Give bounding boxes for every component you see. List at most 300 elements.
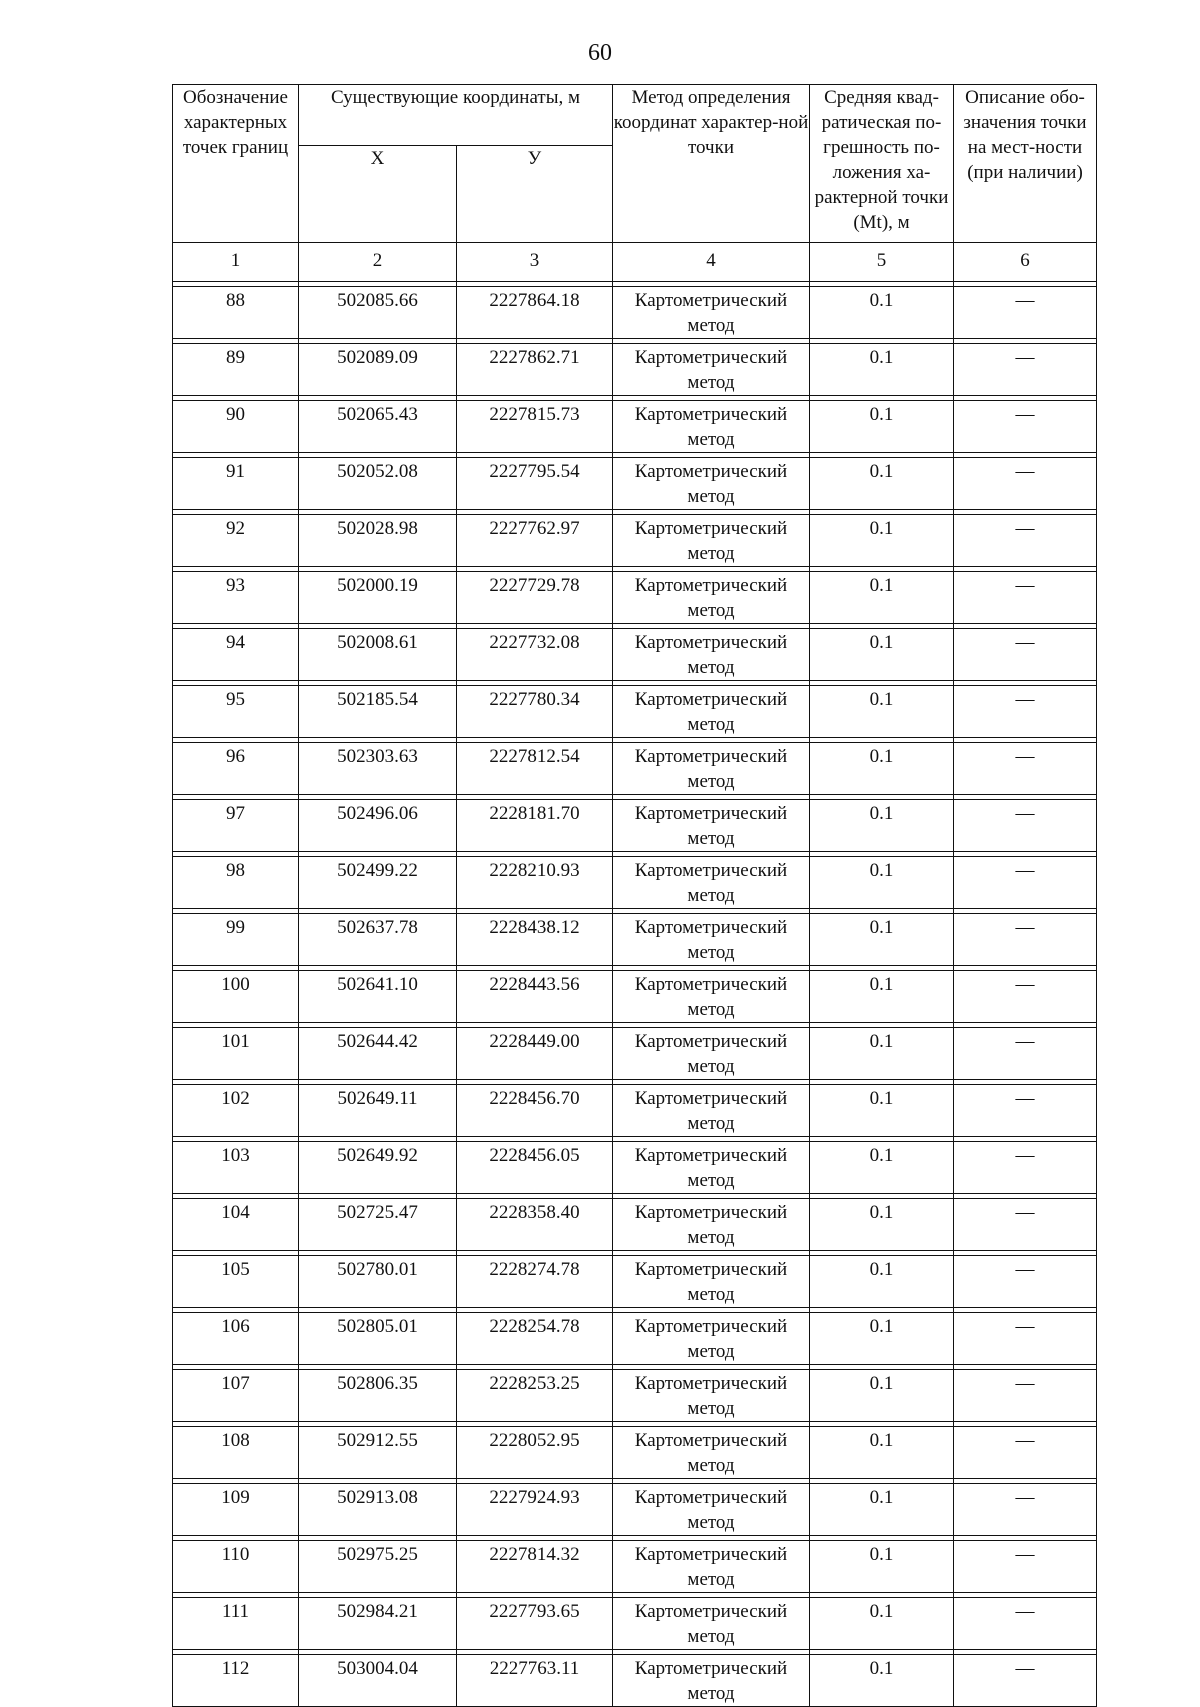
method-cell bbox=[613, 629, 810, 681]
coord-x: 502912.55 bbox=[337, 1430, 418, 1451]
method-cell bbox=[613, 1427, 810, 1479]
coord-y-cell bbox=[457, 1655, 613, 1707]
coord-y-cell bbox=[457, 1541, 613, 1593]
table-body bbox=[173, 243, 1097, 1707]
method-cell bbox=[613, 515, 810, 567]
mean-square-error: 0.1 bbox=[869, 575, 894, 596]
method: Картометрический метод bbox=[634, 860, 788, 906]
description: — bbox=[1015, 1601, 1035, 1622]
mean-square-error: 0.1 bbox=[869, 1373, 894, 1394]
mean-square-error-cell bbox=[810, 1484, 954, 1536]
coord-y: 2228210.93 bbox=[489, 860, 580, 881]
method-cell bbox=[613, 401, 810, 453]
column-number: 4 bbox=[613, 243, 810, 282]
description-cell bbox=[954, 914, 1097, 966]
coord-x-cell bbox=[299, 743, 457, 795]
column-number: 3 bbox=[457, 243, 613, 282]
description-cell bbox=[954, 1370, 1097, 1422]
column-number: 6 bbox=[954, 243, 1097, 282]
header-point-designation: Обозначение характерных точек границ bbox=[173, 85, 299, 243]
coord-x: 502806.35 bbox=[337, 1373, 418, 1394]
method: Картометрический метод bbox=[634, 632, 788, 678]
coord-x: 502085.66 bbox=[337, 290, 418, 311]
coord-y: 2228052.95 bbox=[489, 1430, 580, 1451]
method: Картометрический метод bbox=[634, 1544, 788, 1590]
coord-y-cell bbox=[457, 1199, 613, 1251]
coord-y-cell bbox=[457, 401, 613, 453]
coord-x: 502913.08 bbox=[337, 1487, 418, 1508]
description-cell bbox=[954, 344, 1097, 396]
method: Картометрический метод bbox=[634, 1430, 788, 1476]
method-cell bbox=[613, 572, 810, 624]
table-row bbox=[173, 971, 1097, 1023]
method: Картометрический метод bbox=[634, 518, 788, 564]
method: Картометрический метод bbox=[634, 404, 788, 450]
page-number: 60 bbox=[588, 40, 612, 66]
method: Картометрический метод bbox=[634, 347, 788, 393]
coord-y: 2228438.12 bbox=[489, 917, 580, 938]
point-designation: 95 bbox=[226, 689, 245, 710]
method-cell bbox=[613, 914, 810, 966]
coord-x: 502805.01 bbox=[337, 1316, 418, 1337]
description: — bbox=[1015, 347, 1035, 368]
description-cell bbox=[954, 1199, 1097, 1251]
point-designation-cell bbox=[173, 1313, 299, 1365]
point-designation-cell bbox=[173, 1427, 299, 1479]
point-designation-cell bbox=[173, 344, 299, 396]
description: — bbox=[1015, 518, 1035, 539]
coord-y-cell bbox=[457, 914, 613, 966]
point-designation: 89 bbox=[226, 347, 245, 368]
point-designation: 112 bbox=[221, 1658, 250, 1679]
table-row bbox=[173, 515, 1097, 567]
table-row bbox=[173, 1541, 1097, 1593]
coord-y: 2227793.65 bbox=[489, 1601, 580, 1622]
mean-square-error-cell bbox=[810, 914, 954, 966]
table-row bbox=[173, 914, 1097, 966]
description: — bbox=[1015, 1145, 1035, 1166]
coord-y: 2228456.70 bbox=[489, 1088, 580, 1109]
method: Картометрический метод bbox=[634, 803, 788, 849]
coord-y: 2228449.00 bbox=[489, 1031, 580, 1052]
mean-square-error-cell bbox=[810, 515, 954, 567]
method: Картометрический метод bbox=[634, 974, 788, 1020]
mean-square-error: 0.1 bbox=[869, 860, 894, 881]
coord-y: 2227762.97 bbox=[489, 518, 580, 539]
mean-square-error: 0.1 bbox=[869, 1031, 894, 1052]
coord-x-cell bbox=[299, 1256, 457, 1308]
coord-x: 502649.11 bbox=[337, 1088, 418, 1109]
coord-x: 502975.25 bbox=[337, 1544, 418, 1565]
coord-y: 2227732.08 bbox=[489, 632, 580, 653]
description-cell bbox=[954, 1484, 1097, 1536]
coord-x-cell bbox=[299, 458, 457, 510]
coord-x: 502637.78 bbox=[337, 917, 418, 938]
coord-y-cell bbox=[457, 1256, 613, 1308]
point-designation: 110 bbox=[221, 1544, 250, 1565]
table-row bbox=[173, 1256, 1097, 1308]
method-cell bbox=[613, 1256, 810, 1308]
method-cell bbox=[613, 971, 810, 1023]
description-cell bbox=[954, 857, 1097, 909]
point-designation-cell bbox=[173, 857, 299, 909]
coord-y: 2227814.32 bbox=[489, 1544, 580, 1565]
column-number: 2 bbox=[299, 243, 457, 282]
description: — bbox=[1015, 1316, 1035, 1337]
header-y: У bbox=[457, 146, 613, 243]
mean-square-error: 0.1 bbox=[869, 1259, 894, 1280]
coord-y-cell bbox=[457, 800, 613, 852]
description-cell bbox=[954, 572, 1097, 624]
table-row bbox=[173, 1484, 1097, 1536]
mean-square-error: 0.1 bbox=[869, 461, 894, 482]
method: Картометрический метод bbox=[634, 1088, 788, 1134]
mean-square-error-cell bbox=[810, 971, 954, 1023]
coord-x: 502052.08 bbox=[337, 461, 418, 482]
coord-y: 2227763.11 bbox=[489, 1658, 580, 1679]
description-cell bbox=[954, 1655, 1097, 1707]
coord-y: 2227780.34 bbox=[489, 689, 580, 710]
coord-x-cell bbox=[299, 1370, 457, 1422]
table-row bbox=[173, 1598, 1097, 1650]
mean-square-error-cell bbox=[810, 629, 954, 681]
coord-y: 2228456.05 bbox=[489, 1145, 580, 1166]
method: Картометрический метод bbox=[634, 575, 788, 621]
description-cell bbox=[954, 1598, 1097, 1650]
description: — bbox=[1015, 404, 1035, 425]
description: — bbox=[1015, 860, 1035, 881]
method: Картометрический метод bbox=[634, 1316, 788, 1362]
mean-square-error-cell bbox=[810, 1655, 954, 1707]
point-designation-cell bbox=[173, 1598, 299, 1650]
mean-square-error: 0.1 bbox=[869, 290, 894, 311]
point-designation-cell bbox=[173, 743, 299, 795]
method-cell bbox=[613, 458, 810, 510]
coordinates-table bbox=[172, 84, 1097, 1707]
column-number: 1 bbox=[173, 243, 299, 282]
description: — bbox=[1015, 632, 1035, 653]
description: — bbox=[1015, 1430, 1035, 1451]
point-designation: 90 bbox=[226, 404, 245, 425]
mean-square-error: 0.1 bbox=[869, 1430, 894, 1451]
table-row bbox=[173, 572, 1097, 624]
point-designation: 92 bbox=[226, 518, 245, 539]
coord-x: 502089.09 bbox=[337, 347, 418, 368]
mean-square-error: 0.1 bbox=[869, 1145, 894, 1166]
mean-square-error: 0.1 bbox=[869, 1487, 894, 1508]
coord-y-cell bbox=[457, 743, 613, 795]
point-designation: 93 bbox=[226, 575, 245, 596]
description-cell bbox=[954, 287, 1097, 339]
mean-square-error-cell bbox=[810, 800, 954, 852]
coord-y: 2227729.78 bbox=[489, 575, 580, 596]
coord-x-cell bbox=[299, 857, 457, 909]
point-designation-cell bbox=[173, 1370, 299, 1422]
mean-square-error: 0.1 bbox=[869, 689, 894, 710]
mean-square-error: 0.1 bbox=[869, 974, 894, 995]
point-designation: 104 bbox=[221, 1202, 250, 1223]
point-designation-cell bbox=[173, 1484, 299, 1536]
description-cell bbox=[954, 1085, 1097, 1137]
point-designation-cell bbox=[173, 1142, 299, 1194]
description: — bbox=[1015, 1544, 1035, 1565]
table-row bbox=[173, 458, 1097, 510]
table-row bbox=[173, 1199, 1097, 1251]
description-cell bbox=[954, 1427, 1097, 1479]
coord-y-cell bbox=[457, 1085, 613, 1137]
point-designation-cell bbox=[173, 1655, 299, 1707]
coord-y-cell bbox=[457, 1313, 613, 1365]
point-designation: 96 bbox=[226, 746, 245, 767]
table-row bbox=[173, 857, 1097, 909]
coord-x-cell bbox=[299, 1142, 457, 1194]
description-cell bbox=[954, 1541, 1097, 1593]
mean-square-error: 0.1 bbox=[869, 1316, 894, 1337]
table-row bbox=[173, 287, 1097, 339]
method-cell bbox=[613, 1199, 810, 1251]
coord-x: 502496.06 bbox=[337, 803, 418, 824]
coord-y: 2227924.93 bbox=[489, 1487, 580, 1508]
mean-square-error: 0.1 bbox=[869, 518, 894, 539]
point-designation-cell bbox=[173, 686, 299, 738]
description: — bbox=[1015, 290, 1035, 311]
mean-square-error-cell bbox=[810, 1370, 954, 1422]
method: Картометрический метод bbox=[634, 461, 788, 507]
point-designation: 100 bbox=[221, 974, 250, 995]
description: — bbox=[1015, 917, 1035, 938]
header-mean-square-error: Средняя квад-ратическая по-грешность по-ложения ха-рактерной точки (Mt), м bbox=[810, 85, 954, 243]
coord-x-cell bbox=[299, 515, 457, 567]
method: Картометрический метод bbox=[634, 1658, 788, 1704]
coord-y-cell bbox=[457, 458, 613, 510]
coord-x-cell bbox=[299, 1598, 457, 1650]
point-designation-cell bbox=[173, 572, 299, 624]
mean-square-error-cell bbox=[810, 572, 954, 624]
coord-x-cell bbox=[299, 1085, 457, 1137]
table-row bbox=[173, 1427, 1097, 1479]
coord-x: 502725.47 bbox=[337, 1202, 418, 1223]
method-cell bbox=[613, 344, 810, 396]
mean-square-error: 0.1 bbox=[869, 746, 894, 767]
coord-y: 2228181.70 bbox=[489, 803, 580, 824]
mean-square-error: 0.1 bbox=[869, 1658, 894, 1679]
point-designation-cell bbox=[173, 1199, 299, 1251]
method: Картометрический метод bbox=[634, 290, 788, 336]
mean-square-error-cell bbox=[810, 1598, 954, 1650]
table-row bbox=[173, 686, 1097, 738]
description: — bbox=[1015, 1088, 1035, 1109]
coord-y-cell bbox=[457, 629, 613, 681]
point-designation: 88 bbox=[226, 290, 245, 311]
header-x: Х bbox=[299, 146, 457, 243]
coord-x-cell bbox=[299, 287, 457, 339]
table-row bbox=[173, 800, 1097, 852]
method-cell bbox=[613, 1085, 810, 1137]
table-row bbox=[173, 1655, 1097, 1707]
method-cell bbox=[613, 1541, 810, 1593]
coord-x: 502649.92 bbox=[337, 1145, 418, 1166]
coord-x: 502065.43 bbox=[337, 404, 418, 425]
mean-square-error: 0.1 bbox=[869, 917, 894, 938]
coord-y: 2227815.73 bbox=[489, 404, 580, 425]
coord-x: 502008.61 bbox=[337, 632, 418, 653]
point-designation-cell bbox=[173, 914, 299, 966]
coord-y-cell bbox=[457, 1142, 613, 1194]
coord-y-cell bbox=[457, 1484, 613, 1536]
point-designation: 105 bbox=[221, 1259, 250, 1280]
description-cell bbox=[954, 1313, 1097, 1365]
description: — bbox=[1015, 575, 1035, 596]
description-cell bbox=[954, 1028, 1097, 1080]
point-designation: 94 bbox=[226, 632, 245, 653]
coord-y-cell bbox=[457, 515, 613, 567]
description: — bbox=[1015, 1031, 1035, 1052]
coord-y-cell bbox=[457, 1028, 613, 1080]
mean-square-error: 0.1 bbox=[869, 803, 894, 824]
point-designation: 101 bbox=[221, 1031, 250, 1052]
coord-x-cell bbox=[299, 971, 457, 1023]
method: Картометрический метод bbox=[634, 689, 788, 735]
description: — bbox=[1015, 746, 1035, 767]
coord-x: 502780.01 bbox=[337, 1259, 418, 1280]
coord-y: 2227795.54 bbox=[489, 461, 580, 482]
description-cell bbox=[954, 800, 1097, 852]
coord-x-cell bbox=[299, 1199, 457, 1251]
description: — bbox=[1015, 1259, 1035, 1280]
point-designation: 107 bbox=[221, 1373, 250, 1394]
coord-x: 502185.54 bbox=[337, 689, 418, 710]
mean-square-error-cell bbox=[810, 857, 954, 909]
mean-square-error-cell bbox=[810, 686, 954, 738]
method-cell bbox=[613, 1313, 810, 1365]
point-designation-cell bbox=[173, 1256, 299, 1308]
method: Картометрический метод bbox=[634, 1031, 788, 1077]
mean-square-error-cell bbox=[810, 458, 954, 510]
description: — bbox=[1015, 974, 1035, 995]
table-row bbox=[173, 1313, 1097, 1365]
description: — bbox=[1015, 1373, 1035, 1394]
column-numbers-row bbox=[173, 243, 1097, 282]
mean-square-error-cell bbox=[810, 1313, 954, 1365]
point-designation-cell bbox=[173, 629, 299, 681]
point-designation: 111 bbox=[221, 1601, 250, 1622]
coord-y-cell bbox=[457, 287, 613, 339]
coord-y-cell bbox=[457, 572, 613, 624]
method: Картометрический метод bbox=[634, 1202, 788, 1248]
point-designation: 91 bbox=[226, 461, 245, 482]
point-designation-cell bbox=[173, 515, 299, 567]
mean-square-error-cell bbox=[810, 1142, 954, 1194]
description-cell bbox=[954, 1256, 1097, 1308]
table-row bbox=[173, 1028, 1097, 1080]
description: — bbox=[1015, 461, 1035, 482]
point-designation-cell bbox=[173, 1085, 299, 1137]
coord-x: 502000.19 bbox=[337, 575, 418, 596]
mean-square-error: 0.1 bbox=[869, 632, 894, 653]
mean-square-error-cell bbox=[810, 344, 954, 396]
description-cell bbox=[954, 515, 1097, 567]
point-designation-cell bbox=[173, 1028, 299, 1080]
method-cell bbox=[613, 1598, 810, 1650]
description-cell bbox=[954, 629, 1097, 681]
mean-square-error-cell bbox=[810, 1028, 954, 1080]
coord-y-cell bbox=[457, 1598, 613, 1650]
coord-x-cell bbox=[299, 629, 457, 681]
mean-square-error-cell bbox=[810, 1256, 954, 1308]
point-designation-cell bbox=[173, 1541, 299, 1593]
table-row bbox=[173, 1085, 1097, 1137]
coord-y: 2228274.78 bbox=[489, 1259, 580, 1280]
description-cell bbox=[954, 401, 1097, 453]
coord-y-cell bbox=[457, 344, 613, 396]
coord-x-cell bbox=[299, 1541, 457, 1593]
coord-x-cell bbox=[299, 800, 457, 852]
coord-x-cell bbox=[299, 1427, 457, 1479]
coord-x-cell bbox=[299, 401, 457, 453]
coord-y: 2228253.25 bbox=[489, 1373, 580, 1394]
header-description: Описание обо-значения точки на мест-ности (при наличии) bbox=[954, 85, 1097, 243]
coord-x-cell bbox=[299, 686, 457, 738]
method-cell bbox=[613, 1484, 810, 1536]
mean-square-error-cell bbox=[810, 401, 954, 453]
coord-x-cell bbox=[299, 1484, 457, 1536]
coord-x-cell bbox=[299, 344, 457, 396]
coord-y-cell bbox=[457, 686, 613, 738]
point-designation: 109 bbox=[221, 1487, 250, 1508]
method-cell bbox=[613, 686, 810, 738]
point-designation-cell bbox=[173, 971, 299, 1023]
method: Картометрический метод bbox=[634, 746, 788, 792]
mean-square-error-cell bbox=[810, 287, 954, 339]
mean-square-error-cell bbox=[810, 743, 954, 795]
point-designation-cell bbox=[173, 458, 299, 510]
point-designation: 108 bbox=[221, 1430, 250, 1451]
method-cell bbox=[613, 1142, 810, 1194]
method-cell bbox=[613, 1655, 810, 1707]
mean-square-error: 0.1 bbox=[869, 1601, 894, 1622]
point-designation-cell bbox=[173, 287, 299, 339]
description: — bbox=[1015, 1202, 1035, 1223]
table-header bbox=[173, 85, 1097, 243]
description-cell bbox=[954, 686, 1097, 738]
method: Картометрический метод bbox=[634, 917, 788, 963]
coord-y-cell bbox=[457, 971, 613, 1023]
coord-y-cell bbox=[457, 857, 613, 909]
point-designation-cell bbox=[173, 800, 299, 852]
coord-y-cell bbox=[457, 1370, 613, 1422]
point-designation: 102 bbox=[221, 1088, 250, 1109]
method: Картометрический метод bbox=[634, 1373, 788, 1419]
description: — bbox=[1015, 1487, 1035, 1508]
method: Картометрический метод bbox=[634, 1601, 788, 1647]
column-number: 5 bbox=[810, 243, 954, 282]
description-cell bbox=[954, 1142, 1097, 1194]
mean-square-error: 0.1 bbox=[869, 347, 894, 368]
coord-y: 2228443.56 bbox=[489, 974, 580, 995]
coord-y: 2227864.18 bbox=[489, 290, 580, 311]
method: Картометрический метод bbox=[634, 1259, 788, 1305]
coord-x-cell bbox=[299, 1313, 457, 1365]
point-designation: 97 bbox=[226, 803, 245, 824]
description: — bbox=[1015, 1658, 1035, 1679]
point-designation: 106 bbox=[221, 1316, 250, 1337]
coord-x-cell bbox=[299, 572, 457, 624]
point-designation: 103 bbox=[221, 1145, 250, 1166]
mean-square-error-cell bbox=[810, 1199, 954, 1251]
description-cell bbox=[954, 971, 1097, 1023]
coord-x: 502028.98 bbox=[337, 518, 418, 539]
coord-x-cell bbox=[299, 1028, 457, 1080]
